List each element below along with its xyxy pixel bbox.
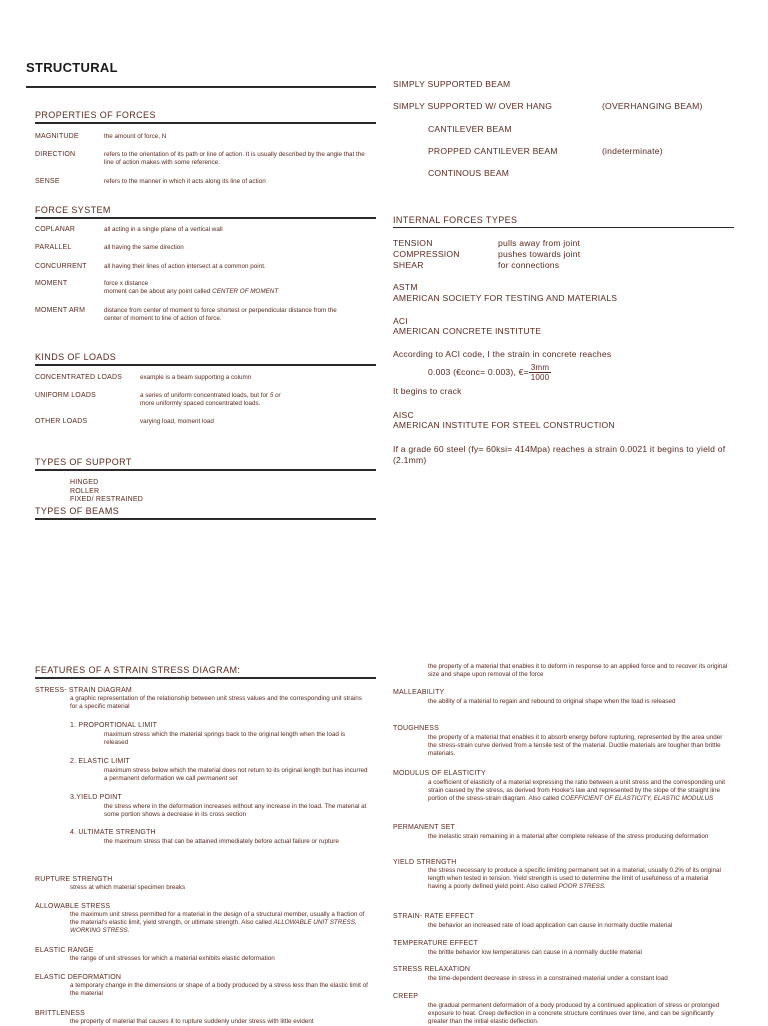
- modulus-label: MODULUS OF ELASTICITY: [393, 770, 486, 777]
- loads-rule: [35, 364, 376, 366]
- steel-text: If a grade 60 steel (fy= 60ksi= 414Mpa) reaches a strain 0.0021 it begins to yield of (2.1mm): [393, 444, 726, 465]
- support-heading: TYPES OF SUPPORT: [35, 457, 132, 467]
- title-rule: [26, 86, 376, 88]
- sense-label: SENSE: [35, 178, 60, 185]
- yield-point-label: 3.YIELD POINT: [70, 794, 123, 801]
- concentrated-label: CONCENTRATED LOADS: [35, 374, 123, 381]
- moment-line1: force x distance: [104, 280, 149, 287]
- parallel-label: PARALLEL: [35, 244, 72, 251]
- concurrent-label: CONCURRENT: [35, 263, 87, 270]
- strain-rate-text: the behavior an increased rate of load application can cause in normally ductile material: [428, 922, 673, 929]
- elastic-range-text: the range of unit stresses for which a material exhibits elastic deformation: [70, 955, 275, 962]
- yield-strength-aka: POOR STRESS.: [558, 883, 606, 890]
- yield-point-text: the stress where in the deformation increases without any increase in the load. The material at some portion shows a decrease in its cross section: [104, 803, 367, 818]
- force-system-rule: [35, 217, 376, 219]
- compression-text: pushes towards joint: [498, 249, 581, 259]
- support-list: [70, 479, 143, 505]
- coplanar-text: all acting in a single plane of a vertical wall: [104, 226, 223, 233]
- aisc-abbr: AISC: [393, 410, 414, 420]
- temperature-effect-text: the brittle behavior low temperatures can cause in a normally ductile material: [428, 949, 642, 956]
- allowable-stress-aka: ALLOWABLE UNIT STRESS, WORKING STRESS.: [70, 919, 357, 934]
- page-title: STRUCTURAL: [26, 60, 118, 75]
- ssd-text: a graphic representation of the relationship between unit stress values and the corresponding unit strains for a specific material: [70, 695, 362, 710]
- concentrated-text: example is a beam supporting a column: [140, 374, 252, 381]
- cantilever-beam: CANTILEVER BEAM: [428, 124, 512, 134]
- elastic-limit-main: maximum stress below which the material does not return to its original length but has incurred a permanent deformation we call: [104, 767, 368, 782]
- yield-strength-text: [428, 867, 728, 891]
- aisc-full: AMERICAN INSTITUTE FOR STEEL CONSTRUCTION: [393, 420, 615, 430]
- aci-formula-text: 0.003 (€conc= 0.003), €=: [428, 366, 529, 377]
- astm-full: AMERICAN SOCIETY FOR TESTING AND MATERIALS: [393, 293, 618, 303]
- uniform-text-main: a series of uniform concentrated loads, but for: [140, 392, 269, 399]
- uniform-text-line2: more uniformly spaced concentrated loads.: [140, 400, 261, 407]
- elastic-deformation-text: a temporary change in the dimensions or shape of a body produced by a stress less than the elastic limit of the material: [70, 982, 368, 997]
- elastic-deformation-label: ELASTIC DEFORMATION: [35, 974, 122, 981]
- proportional-limit-label: 1. PROPORTIONAL LIMIT: [70, 722, 158, 729]
- strain-denominator: 1000: [530, 373, 550, 382]
- moment-label: MOMENT: [35, 280, 68, 287]
- magnitude-text: the amount of force, N: [104, 133, 167, 140]
- permanent-set-text: the inelastic strain remaining in a material after complete release of the stress producing deformation: [428, 833, 709, 840]
- moment-line2: [104, 288, 372, 296]
- brittleness-label: BRITTLENESS: [35, 1010, 86, 1017]
- stress-relaxation-label: STRESS RELAXATION: [393, 966, 471, 973]
- concurrent-text: all having their lines of action intersect at a common point.: [104, 263, 266, 270]
- yield-strength-main: the stress necessary to produce a specific limiting permanent set in a material, usually 0.2% of its original length when tested in tension. Yield strength is used to determine the limit of usefulness of a material having a poorly defined yield point. Also called: [428, 867, 721, 890]
- aci-formula: [428, 363, 551, 382]
- elasticity-intro: the property of a material that enables it to deform in response to an applied force and to recover its original size and shape upon removal of the force: [428, 663, 728, 678]
- strain-numerator: 3mm: [530, 363, 550, 372]
- tension-label: TENSION: [393, 238, 433, 248]
- toughness-text: the property of a material that enables it to absorb energy before rupturing, represented by the area under the stress-strain curve derived from a tensile test of the material. Ductile materials are tougher than brittle materials.: [428, 734, 723, 757]
- overhang-note: (OVERHANGING BEAM): [602, 101, 703, 111]
- elastic-limit-label: 2. ELASTIC LIMIT: [70, 758, 130, 765]
- propped-note: (indeterminate): [602, 146, 663, 156]
- modulus-aka: COEFFICIENT OF ELASTICITY, ELASTIC MODULUS: [560, 795, 714, 802]
- other-loads-text: varying load, moment load: [140, 418, 214, 425]
- loads-heading: KINDS OF LOADS: [35, 352, 117, 362]
- other-loads-label: OTHER LOADS: [35, 418, 88, 425]
- properties-heading: PROPERTIES OF FORCES: [35, 110, 156, 120]
- elastic-limit-text: [104, 767, 370, 783]
- ultimate-strength-text: the maximum stress that can be attained immediately before actual failure or rupture: [104, 838, 339, 845]
- malleability-text: the ability of a material to regain and rebound to original shape when the load is released: [428, 698, 676, 705]
- ssd-heading: FEATURES OF A STRAIN STRESS DIAGRAM:: [35, 665, 241, 675]
- simply-supported-beam: SIMPLY SUPPORTED BEAM: [393, 79, 511, 89]
- aci-full: AMERICAN CONCRETE INSTITUTE: [393, 326, 542, 336]
- strain-rate-label: STRAIN- RATE EFFECT: [393, 913, 475, 920]
- center-of-moment-term: CENTER OF MOMENT: [212, 288, 279, 295]
- shear-label: SHEAR: [393, 260, 424, 270]
- allowable-stress-text: [70, 911, 370, 935]
- creep-text: the gradual permanent deformation of a body produced by a continued application of stress or prolonged exposure to heat. Creep deflection in a concrete structure continues over time, and can be significantly greater than the initial elastic deflection.: [428, 1002, 720, 1024]
- force-system-heading: FORCE SYSTEM: [35, 205, 111, 215]
- moment-arm-text: distance from center of moment to force shortest or perpendicular distance from the center of moment to line of action of force.: [104, 307, 337, 322]
- aci-code-line: According to ACI code, I the strain in concrete reaches: [393, 349, 612, 359]
- uniform-text: [140, 392, 330, 408]
- creep-label: CREEP: [393, 993, 419, 1000]
- internal-rule: [393, 227, 734, 228]
- aci-abbr: ACI: [393, 316, 408, 326]
- allowable-stress-main: the maximum unit stress permitted for a material in the design of a structural member, usually a fraction of the material's elastic limit, yield strength, or ultimate strength. Also called: [70, 911, 365, 926]
- yield-strength-label: YIELD STRENGTH: [393, 859, 457, 866]
- moment-text: [104, 280, 372, 296]
- sense-text: refers to the manner in which it acts along its line of action: [104, 178, 266, 185]
- parallel-text: all having the same direction: [104, 244, 184, 251]
- ssd-rule: [35, 677, 376, 679]
- rupture-strength-label: RUPTURE STRENGTH: [35, 876, 113, 883]
- support-fixed: FIXED/ RESTRAINED: [70, 496, 144, 503]
- ultimate-strength-label: 4. ULTIMATE STRENGTH: [70, 829, 156, 836]
- permanent-set-label: PERMANENT SET: [393, 824, 455, 831]
- ssd-label: STRESS- STRAIN DIAGRAM: [35, 687, 132, 694]
- crack-text: It begins to crack: [393, 386, 462, 396]
- moment-arm-label: MOMENT ARM: [35, 307, 86, 314]
- allowable-stress-label: ALLOWABLE STRESS: [35, 903, 111, 910]
- strain-fraction: [529, 363, 551, 382]
- uniform-five-or: 5 or: [269, 392, 281, 399]
- modulus-main: a coefficient of elasticity of a material expressing the ratio between a unit stress and the corresponding unit strain caused by the stress, as derived from Hooke's law and represented by the slope of the straight line portion of the stress-strain diagram. Also called: [428, 779, 726, 802]
- moment-line2-text: moment can be about any point called: [104, 288, 211, 295]
- properties-rule: [35, 122, 376, 124]
- shear-text: for connections: [498, 260, 560, 270]
- tension-text: pulls away from joint: [498, 238, 581, 248]
- temperature-effect-label: TEMPERATURE EFFECT: [393, 940, 479, 947]
- brittleness-text: the property of material that causes it to rupture suddenly under stress with little evident: [70, 1018, 314, 1025]
- propped-cantilever-beam: PROPPED CANTILEVER BEAM: [428, 146, 558, 156]
- uniform-label: UNIFORM LOADS: [35, 392, 96, 399]
- proportional-limit-text: maximum stress which the material springs back to the original length when the load is released: [104, 731, 346, 746]
- malleability-label: MALLEABILITY: [393, 689, 445, 696]
- direction-text: refers to the orientation of its path or line of action. It is usually described by the angle that the line of action makes with some reference.: [104, 151, 365, 166]
- support-roller: ROLLER: [70, 487, 100, 495]
- direction-label: DIRECTION: [35, 151, 76, 158]
- internal-heading: INTERNAL FORCES TYPES: [393, 215, 518, 225]
- magnitude-label: MAGNITUDE: [35, 133, 79, 140]
- overhang-beam: SIMPLY SUPPORTED W/ OVER HANG: [393, 101, 553, 111]
- beams-heading: TYPES OF BEAMS: [35, 506, 120, 516]
- astm-abbr: ASTM: [393, 282, 418, 292]
- coplanar-label: COPLANAR: [35, 226, 76, 233]
- permanent-set-term: permanent set: [197, 775, 238, 782]
- support-hinged: HINGED: [70, 479, 99, 486]
- modulus-text: [428, 779, 728, 803]
- toughness-label: TOUGHNESS: [393, 725, 440, 732]
- support-rule: [35, 469, 376, 471]
- stress-relaxation-text: the time-dependent decrease in stress in a constrained material under a constant load: [428, 975, 668, 982]
- continuous-beam: CONTINOUS BEAM: [428, 168, 510, 178]
- elastic-range-label: ELASTIC RANGE: [35, 947, 94, 954]
- rupture-strength-text: stress at which material specimen breaks: [70, 884, 186, 891]
- beams-rule: [35, 518, 376, 520]
- compression-label: COMPRESSION: [393, 249, 460, 259]
